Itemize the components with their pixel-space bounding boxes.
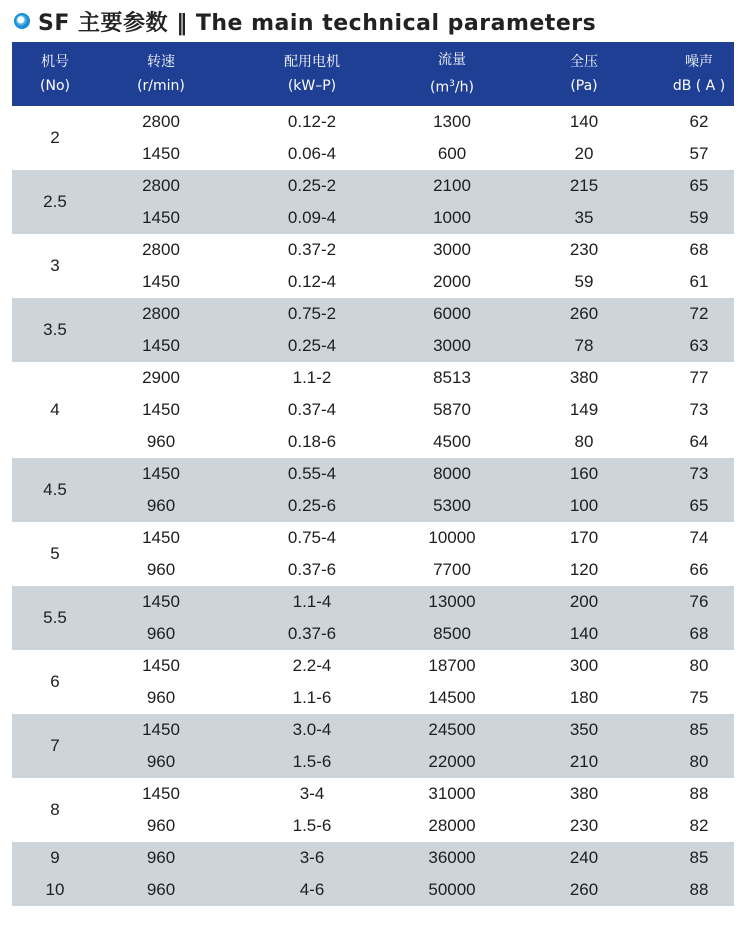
cell-noise: 63	[664, 330, 734, 362]
cell-motor: 0.18-6	[287, 432, 337, 451]
cell-flow: 6000	[400, 298, 504, 330]
cell-noise: 64	[689, 432, 709, 451]
cell-flow: 2100	[400, 170, 504, 202]
cell-no: 7	[12, 714, 98, 778]
cell-speed: 960	[98, 874, 224, 906]
cell-noise: 88	[689, 784, 709, 803]
cell-noise: 76	[664, 586, 734, 618]
cell-noise: 85	[664, 714, 734, 746]
cell-noise: 88	[664, 874, 734, 906]
header-motor: 配用电机 (kW–P)	[284, 54, 340, 94]
cell-speed: 1450	[98, 458, 224, 490]
header-speed: 转速 (r/min)	[137, 54, 185, 94]
cell-pressure: 230	[569, 816, 599, 835]
cell-pressure: 230	[569, 240, 599, 259]
cell-noise: 74	[689, 528, 709, 547]
cell-no: 4	[50, 400, 60, 419]
cell-noise: 68	[689, 240, 709, 259]
cell-flow: 18700	[428, 656, 476, 675]
cell-noise: 62	[689, 112, 709, 131]
cell-flow: 36000	[400, 842, 504, 874]
cell-pressure: 78	[504, 330, 664, 362]
header-pressure: 全压 (Pa)	[570, 54, 598, 94]
cell-speed: 1450	[142, 144, 180, 163]
cell-flow: 22000	[400, 746, 504, 778]
cell-no: 8	[50, 800, 60, 819]
cell-motor: 0.75-2	[224, 298, 400, 330]
cell-no: 3	[50, 256, 60, 275]
table-row	[12, 298, 734, 330]
bullet-circle-icon	[14, 13, 30, 29]
cell-flow: 3000	[433, 240, 471, 259]
cell-no: 5	[50, 544, 60, 563]
cell-flow: 28000	[428, 816, 476, 835]
cell-speed: 1450	[98, 714, 224, 746]
cell-speed: 960	[146, 816, 176, 835]
cell-motor: 0.12-4	[287, 272, 337, 291]
cell-no: 3.5	[12, 298, 98, 362]
cell-pressure: 215	[504, 170, 664, 202]
cell-pressure: 20	[574, 144, 594, 163]
cell-pressure: 120	[569, 560, 599, 579]
page-title: SF 主要参数 ‖ The main technical parameters	[38, 10, 597, 36]
table-row	[12, 490, 734, 522]
cell-noise: 72	[664, 298, 734, 330]
cell-motor: 0.25-4	[224, 330, 400, 362]
cell-speed: 2900	[142, 368, 180, 387]
cell-motor: 0.12-2	[287, 112, 337, 131]
table-row	[12, 714, 734, 746]
cell-flow: 1000	[400, 202, 504, 234]
cell-flow: 7700	[433, 560, 471, 579]
cell-noise: 82	[689, 816, 709, 835]
cell-speed: 2800	[98, 170, 224, 202]
cell-flow: 8000	[400, 458, 504, 490]
table-row	[12, 106, 734, 138]
table-row	[12, 810, 734, 842]
cell-pressure: 80	[574, 432, 594, 451]
title-bar	[14, 4, 596, 38]
cell-speed: 1450	[142, 784, 180, 803]
cell-flow: 8513	[433, 368, 471, 387]
cell-noise: 61	[689, 272, 709, 291]
table-row	[12, 778, 734, 810]
cell-speed: 960	[98, 490, 224, 522]
cell-pressure: 200	[504, 586, 664, 618]
table-row	[12, 874, 734, 906]
cell-motor: 0.06-4	[287, 144, 337, 163]
cell-pressure: 350	[504, 714, 664, 746]
cell-motor: 0.37-4	[287, 400, 337, 419]
cell-pressure: 59	[574, 272, 594, 291]
cell-flow: 5870	[433, 400, 471, 419]
parameter-table-container	[12, 42, 734, 906]
table-row	[12, 202, 734, 234]
cell-no: 4.5	[12, 458, 98, 522]
cell-no: 9	[12, 842, 98, 874]
table-row	[12, 170, 734, 202]
cell-noise: 68	[664, 618, 734, 650]
cell-pressure: 240	[504, 842, 664, 874]
cell-noise: 65	[664, 490, 734, 522]
header-flow: 流量 $(m^3/h)$	[430, 52, 474, 96]
cell-speed: 2800	[98, 298, 224, 330]
cell-flow: 10000	[428, 528, 476, 547]
cell-pressure: 380	[569, 368, 599, 387]
cell-noise: 75	[689, 688, 709, 707]
table-row	[12, 746, 734, 778]
cell-pressure: 149	[569, 400, 599, 419]
cell-speed: 1450	[98, 330, 224, 362]
cell-flow: 4500	[433, 432, 471, 451]
cell-no: 6	[50, 672, 60, 691]
cell-noise: 57	[689, 144, 709, 163]
table-row	[12, 330, 734, 362]
cell-motor: 0.37-6	[224, 618, 400, 650]
cell-motor: 3-4	[299, 784, 325, 803]
cell-pressure: 380	[569, 784, 599, 803]
cell-noise: 80	[664, 746, 734, 778]
cell-flow: 1300	[433, 112, 471, 131]
cell-speed: 1450	[142, 528, 180, 547]
cell-noise: 65	[664, 170, 734, 202]
table-row	[12, 138, 734, 170]
cell-speed: 1450	[142, 656, 180, 675]
cell-flow: 13000	[400, 586, 504, 618]
cell-speed: 2800	[142, 112, 180, 131]
header-noise: 噪声 dB ( A )	[672, 54, 726, 94]
cell-noise: 73	[664, 458, 734, 490]
table-row	[12, 618, 734, 650]
cell-noise: 80	[689, 656, 709, 675]
cell-motor: 1.5-6	[292, 816, 332, 835]
cell-flow: 31000	[428, 784, 476, 803]
cell-speed: 2800	[142, 240, 180, 259]
cell-speed: 1450	[142, 400, 180, 419]
header-no: 机号 (No)	[40, 54, 70, 94]
cell-motor: 2.2-4	[292, 656, 332, 675]
cell-no: 5.5	[12, 586, 98, 650]
cell-pressure: 300	[569, 656, 599, 675]
cell-speed: 960	[146, 688, 176, 707]
cell-pressure: 100	[504, 490, 664, 522]
table-row	[12, 682, 734, 714]
cell-pressure: 210	[504, 746, 664, 778]
cell-motor: 1.5-6	[224, 746, 400, 778]
cell-pressure: 160	[504, 458, 664, 490]
cell-pressure: 35	[504, 202, 664, 234]
cell-pressure: 260	[504, 298, 664, 330]
cell-motor: 0.25-6	[224, 490, 400, 522]
cell-speed: 960	[146, 560, 176, 579]
table-row	[12, 554, 734, 586]
cell-motor: 1.1-2	[292, 368, 332, 387]
cell-noise: 66	[689, 560, 709, 579]
cell-motor: 0.37-6	[287, 560, 337, 579]
cell-flow: 3000	[400, 330, 504, 362]
table-row	[12, 522, 734, 554]
cell-motor: 0.37-2	[287, 240, 337, 259]
cell-motor: 3-6	[224, 842, 400, 874]
cell-flow: 5300	[400, 490, 504, 522]
cell-noise: 73	[689, 400, 709, 419]
table-row	[12, 362, 734, 394]
cell-speed: 960	[98, 842, 224, 874]
cell-motor: 0.55-4	[224, 458, 400, 490]
table-row	[12, 394, 734, 426]
cell-speed: 1450	[142, 272, 180, 291]
cell-noise: 59	[664, 202, 734, 234]
cell-motor: 3.0-4	[224, 714, 400, 746]
parameter-table	[12, 42, 734, 906]
table-row	[12, 266, 734, 298]
table-body	[12, 106, 734, 906]
cell-pressure: 140	[504, 618, 664, 650]
cell-speed: 1450	[98, 586, 224, 618]
cell-no: 2	[50, 128, 60, 147]
cell-noise: 77	[689, 368, 709, 387]
cell-flow: 2000	[433, 272, 471, 291]
cell-no: 2.5	[12, 170, 98, 234]
cell-pressure: 260	[504, 874, 664, 906]
cell-flow: 8500	[400, 618, 504, 650]
cell-motor: 4-6	[224, 874, 400, 906]
table-row	[12, 426, 734, 458]
table-row	[12, 842, 734, 874]
table-row	[12, 458, 734, 490]
cell-motor: 0.25-2	[224, 170, 400, 202]
table-header-row	[12, 42, 734, 106]
table-row	[12, 234, 734, 266]
cell-pressure: 180	[569, 688, 599, 707]
cell-speed: 960	[98, 618, 224, 650]
cell-motor: 0.75-4	[287, 528, 337, 547]
cell-no: 10	[12, 874, 98, 906]
cell-flow: 24500	[400, 714, 504, 746]
cell-speed: 960	[98, 746, 224, 778]
table-row	[12, 650, 734, 682]
cell-motor: 1.1-6	[292, 688, 332, 707]
cell-flow: 600	[437, 144, 467, 163]
cell-pressure: 140	[569, 112, 599, 131]
cell-flow: 14500	[428, 688, 476, 707]
cell-speed: 960	[146, 432, 176, 451]
cell-pressure: 170	[569, 528, 599, 547]
cell-speed: 1450	[98, 202, 224, 234]
cell-flow: 50000	[400, 874, 504, 906]
table-row	[12, 586, 734, 618]
cell-noise: 85	[664, 842, 734, 874]
cell-motor: 0.09-4	[224, 202, 400, 234]
cell-motor: 1.1-4	[224, 586, 400, 618]
